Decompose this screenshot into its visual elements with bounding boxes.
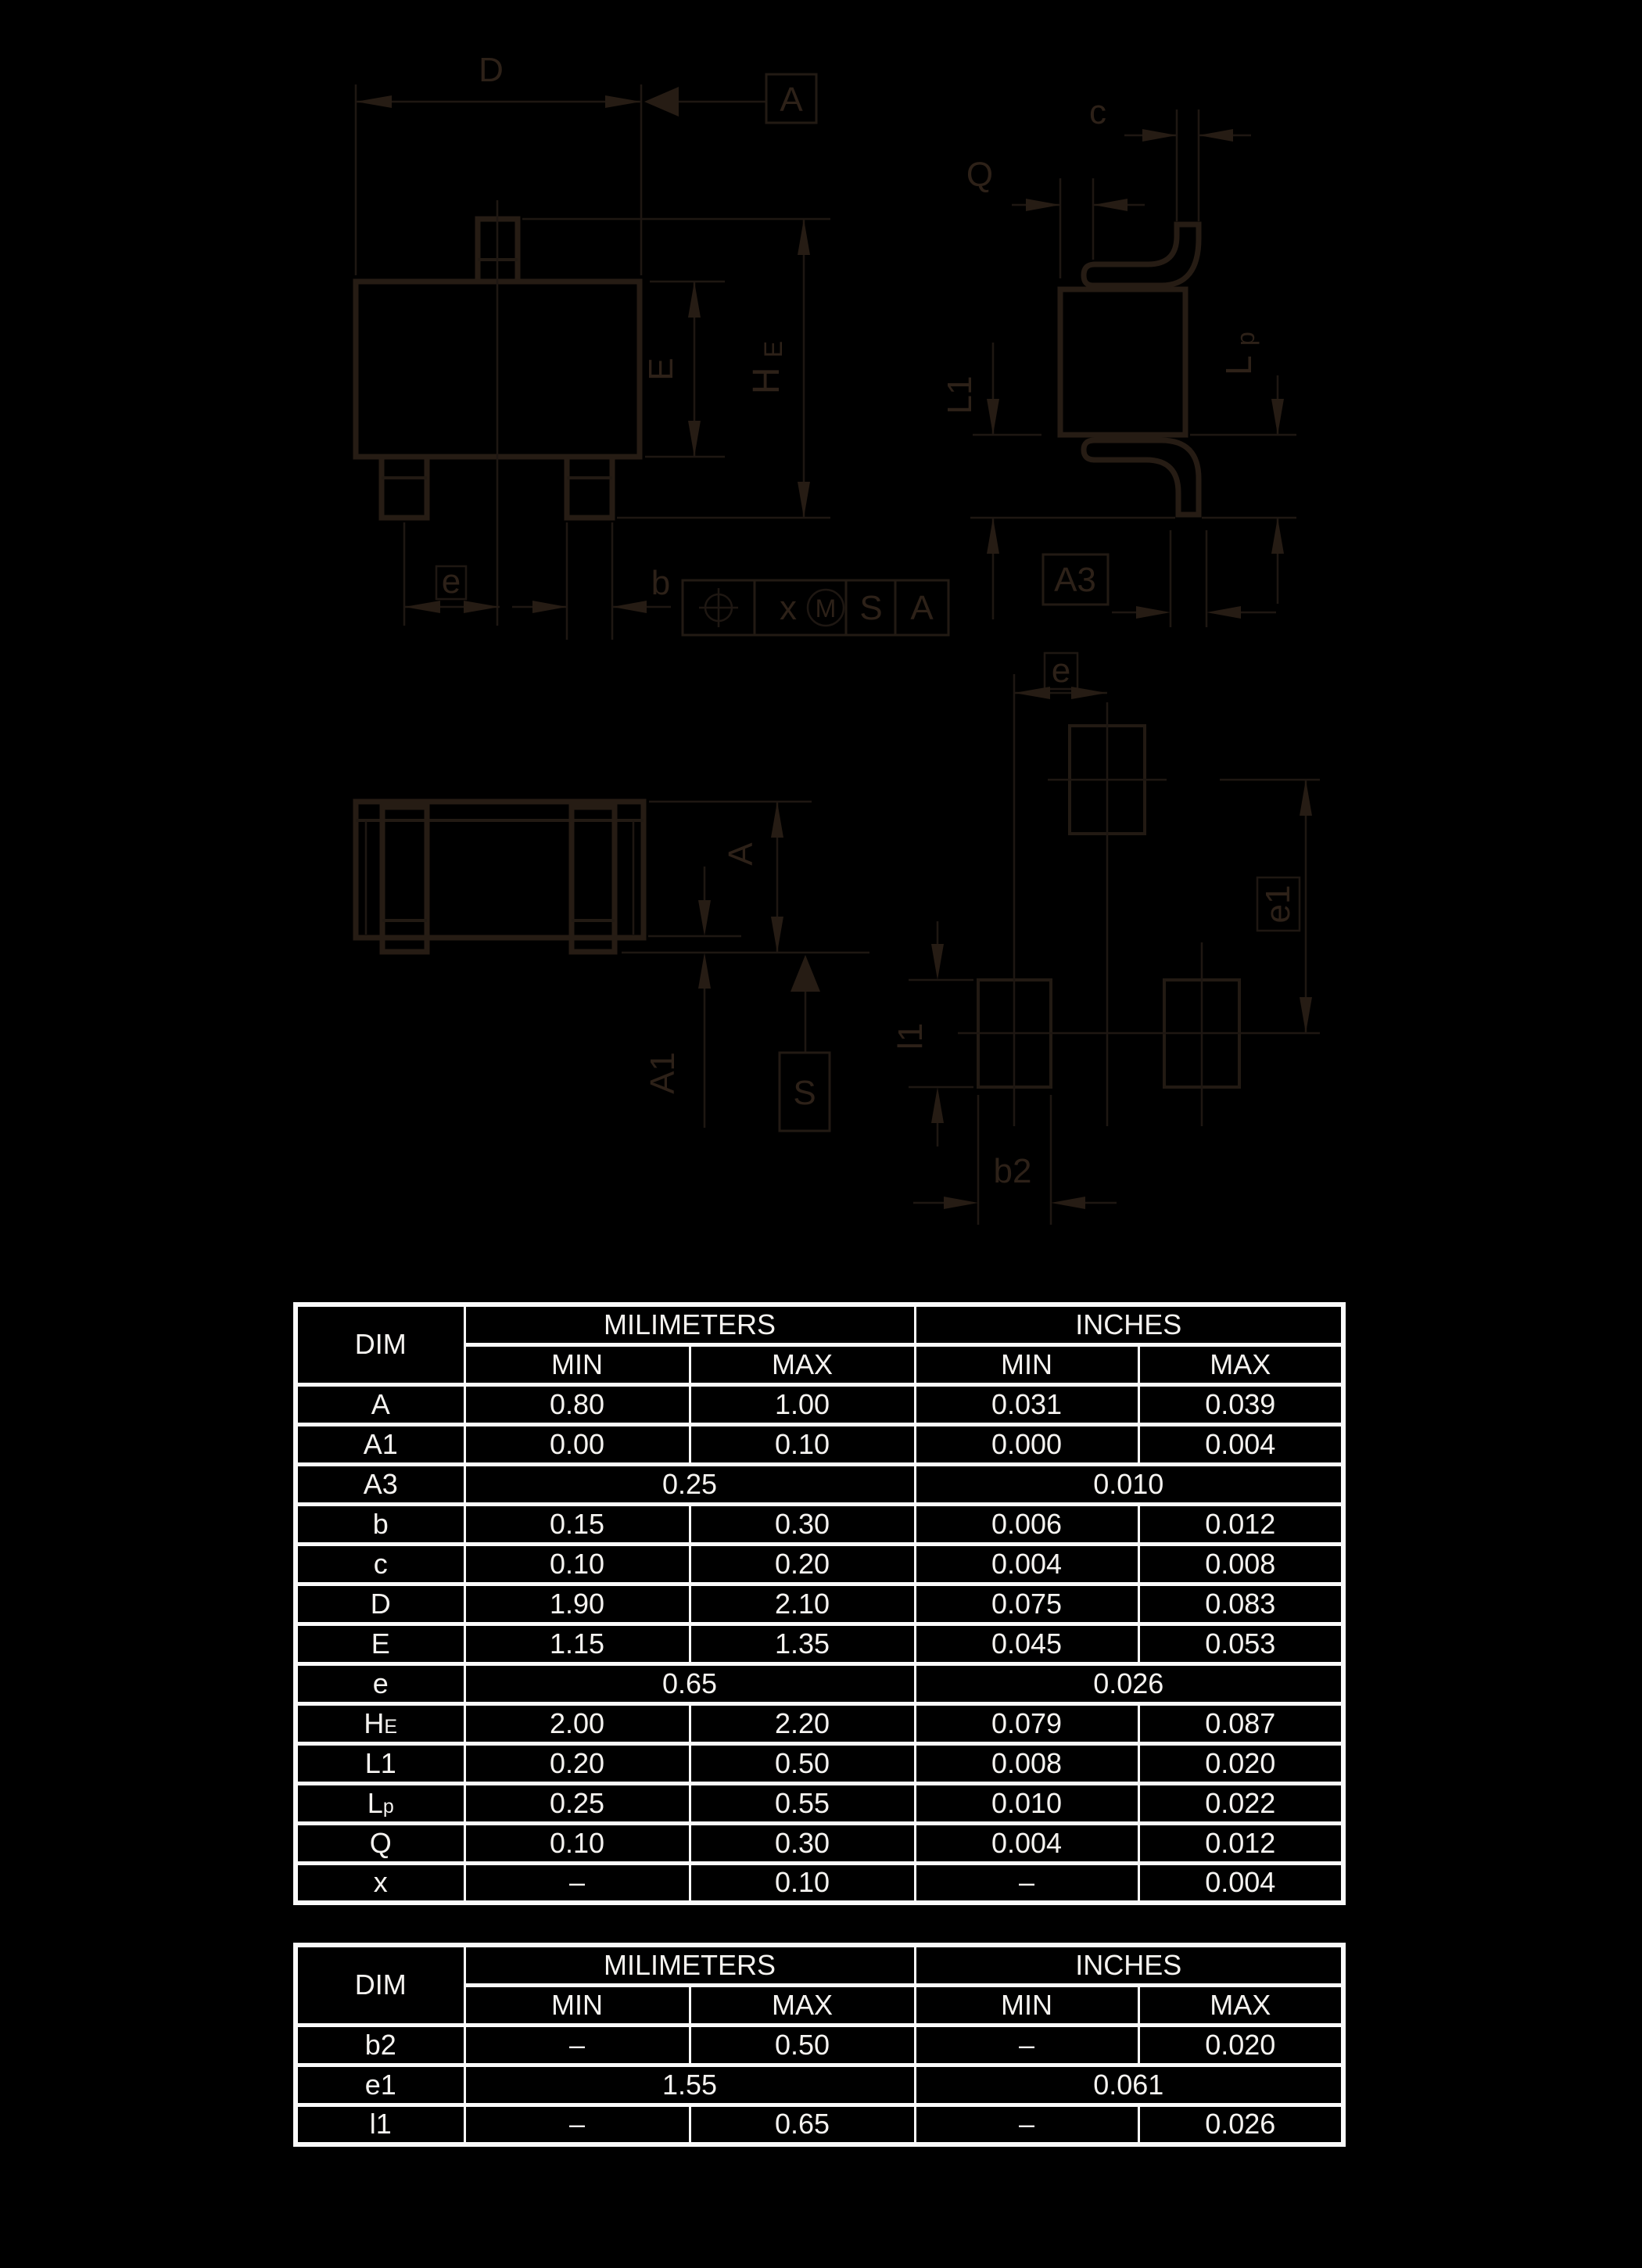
- l1-arrow-up: [987, 518, 999, 554]
- front-right-lead: [572, 807, 615, 952]
- value-cell: 0.031: [915, 1384, 1138, 1424]
- value-cell: 0.026: [1138, 2105, 1343, 2144]
- land-pattern-view: [891, 651, 1320, 1225]
- value-cell: 0.10: [464, 1544, 690, 1584]
- lp-arrow-down: [1271, 399, 1284, 435]
- b-arrow-left: [532, 601, 567, 613]
- datum-a-triangle: [644, 87, 679, 117]
- col-header-mm: MILIMETERS: [464, 1945, 915, 1985]
- table-row: [296, 1544, 1343, 1584]
- lp-label: [1218, 332, 1260, 375]
- a-arrow-bottom: [771, 917, 783, 953]
- a3-arrow-right: [1206, 606, 1241, 619]
- col-header-in-max: MAX: [1138, 1985, 1343, 2025]
- table-row: [296, 1624, 1343, 1663]
- feature-control-frame: [683, 580, 948, 635]
- value-cell: –: [464, 2025, 690, 2065]
- dim-cell: L1: [296, 1743, 464, 1783]
- table-row: [296, 1783, 1343, 1823]
- l1-arrow-down: [987, 399, 999, 435]
- table-row: [296, 2025, 1343, 2065]
- col-header-mm-min: MIN: [464, 1985, 690, 2025]
- b2-label: b2: [993, 1152, 1032, 1190]
- dim-cell: x: [296, 1863, 464, 1903]
- dim-cell: [296, 1703, 464, 1743]
- front-left-lead: [382, 807, 427, 952]
- dim-cell: e1: [296, 2065, 464, 2105]
- value-cell: 0.000: [915, 1424, 1138, 1464]
- value-cell: 0.045: [915, 1624, 1138, 1663]
- value-cell-span: 0.25: [464, 1464, 915, 1504]
- e1-label: e1: [1259, 885, 1297, 924]
- q-label: Q: [966, 156, 994, 194]
- table-row-span: [296, 1464, 1343, 1504]
- b-arrow-right: [612, 601, 647, 613]
- value-cell: 0.10: [464, 1823, 690, 1863]
- he-label-main: H: [746, 367, 787, 395]
- lp-label-main: L: [1218, 355, 1259, 375]
- value-cell: 0.20: [464, 1743, 690, 1783]
- table-row: [296, 1504, 1343, 1544]
- table-row: [296, 1384, 1343, 1424]
- s-datum-triangle: [791, 955, 820, 992]
- col-header-dim: DIM: [296, 1945, 464, 2025]
- l1-side-label: L1: [941, 375, 979, 414]
- value-cell: 0.55: [690, 1783, 915, 1823]
- left-lead-outline: [382, 457, 427, 518]
- q-arrow-left: [1026, 199, 1060, 211]
- dim-cell: c: [296, 1544, 464, 1584]
- col-header-mm-max: MAX: [690, 1344, 915, 1384]
- value-cell: 0.50: [690, 1743, 915, 1783]
- value-cell: 0.053: [1138, 1624, 1343, 1663]
- c-arrow-right: [1199, 129, 1233, 142]
- value-cell: 0.30: [690, 1504, 915, 1544]
- value-cell: 0.50: [690, 2025, 915, 2065]
- d-arrow-left: [356, 95, 392, 108]
- value-cell: 0.25: [464, 1783, 690, 1823]
- dim-main: L: [367, 1786, 383, 1819]
- value-cell: 0.008: [915, 1743, 1138, 1783]
- value-cell: 0.008: [1138, 1544, 1343, 1584]
- dim-main: H: [364, 1706, 385, 1739]
- value-cell: –: [464, 2105, 690, 2144]
- b-label: b: [651, 564, 671, 602]
- value-cell: –: [915, 2025, 1138, 2065]
- front-body-outline: [356, 802, 644, 938]
- col-header-in: INCHES: [915, 1945, 1343, 1985]
- col-header-in: INCHES: [915, 1304, 1343, 1344]
- dim-cell: b2: [296, 2025, 464, 2065]
- value-cell: 0.30: [690, 1823, 915, 1863]
- table-header-row: [296, 1304, 1343, 1344]
- land-e-label: e: [1051, 651, 1071, 690]
- col-header-mm: MILIMETERS: [464, 1304, 915, 1344]
- value-cell: 0.012: [1138, 1823, 1343, 1863]
- land-e-arrow-right: [1071, 687, 1107, 699]
- e1-arrow-top: [1300, 780, 1312, 816]
- dimension-table-land-pattern: [293, 1943, 1346, 2147]
- value-cell: 0.020: [1138, 2025, 1343, 2065]
- e-body-label: E: [642, 357, 680, 381]
- value-cell: 0.10: [690, 1424, 915, 1464]
- he-label: [746, 341, 787, 394]
- dim-sub: p: [382, 1795, 394, 1818]
- he-arrow-bottom: [798, 482, 810, 518]
- he-arrow-top: [798, 219, 810, 255]
- value-cell: 0.020: [1138, 1743, 1343, 1783]
- value-cell: 0.004: [1138, 1424, 1343, 1464]
- b2-arrow-left: [944, 1197, 978, 1209]
- a1-arrow-down: [698, 900, 711, 936]
- dim-cell: A1: [296, 1424, 464, 1464]
- dim-cell: A3: [296, 1464, 464, 1504]
- dim-cell: A: [296, 1384, 464, 1424]
- value-cell-span: 0.026: [915, 1663, 1343, 1703]
- table-row-span: [296, 1663, 1343, 1703]
- a3-arrow-left: [1136, 606, 1171, 619]
- value-cell: 2.20: [690, 1703, 915, 1743]
- col-header-mm-min: MIN: [464, 1344, 690, 1384]
- value-cell: 0.022: [1138, 1783, 1343, 1823]
- dimension-table-main: [293, 1302, 1346, 1905]
- e-pitch-label: e: [441, 562, 461, 601]
- dim-cell: b: [296, 1504, 464, 1544]
- b2-arrow-right: [1051, 1197, 1085, 1209]
- e-body-arrow-bottom: [688, 421, 701, 457]
- value-cell: 0.004: [915, 1823, 1138, 1863]
- value-cell: 0.010: [915, 1783, 1138, 1823]
- a-label: A: [722, 842, 760, 866]
- value-cell: 0.039: [1138, 1384, 1343, 1424]
- side-top-lead: [1084, 224, 1199, 285]
- dim-cell: E: [296, 1624, 464, 1663]
- d-dimension-label: D: [479, 51, 504, 89]
- land-e-arrow-left: [1014, 687, 1050, 699]
- value-cell: 0.004: [915, 1544, 1138, 1584]
- value-cell: 0.10: [690, 1863, 915, 1903]
- value-cell: –: [915, 2105, 1138, 2144]
- e-pitch-arrow-right: [464, 601, 500, 613]
- value-cell: 0.65: [690, 2105, 915, 2144]
- value-cell-span: 0.061: [915, 2065, 1343, 2105]
- lp-label-sub: p: [1232, 332, 1260, 346]
- col-header-dim: DIM: [296, 1304, 464, 1384]
- table-header-row: [296, 1945, 1343, 1985]
- value-cell: 0.20: [690, 1544, 915, 1584]
- value-cell: 2.00: [464, 1703, 690, 1743]
- table-row: [296, 1743, 1343, 1783]
- table-row: [296, 1424, 1343, 1464]
- a3-label: A3: [1054, 561, 1096, 599]
- position-symbol-icon: [699, 588, 738, 627]
- e1-arrow-bottom: [1300, 997, 1312, 1033]
- col-header-in-max: MAX: [1138, 1344, 1343, 1384]
- dim-sub: E: [384, 1715, 398, 1738]
- side-view: [941, 93, 1296, 627]
- dim-cell: e: [296, 1663, 464, 1703]
- right-lead-outline: [567, 457, 612, 518]
- value-cell: 0.087: [1138, 1703, 1343, 1743]
- a1-arrow-up: [698, 953, 711, 989]
- fcf-tolerance-label: x: [780, 589, 797, 627]
- table-row: [296, 1823, 1343, 1863]
- table-row-span: [296, 2065, 1343, 2105]
- value-cell: 0.012: [1138, 1504, 1343, 1544]
- a1-label: A1: [644, 1052, 682, 1094]
- value-cell: 0.006: [915, 1504, 1138, 1544]
- dim-cell: Q: [296, 1823, 464, 1863]
- table-row: [296, 1863, 1343, 1903]
- dim-cell: [296, 1783, 464, 1823]
- value-cell: 1.35: [690, 1624, 915, 1663]
- q-arrow-right: [1093, 199, 1128, 211]
- fcf-datum1-label: S: [859, 589, 883, 627]
- dim-cell: D: [296, 1584, 464, 1624]
- e-body-arrow-top: [688, 282, 701, 318]
- dim-cell: l1: [296, 2105, 464, 2144]
- value-cell: 0.079: [915, 1703, 1138, 1743]
- value-cell: –: [464, 1863, 690, 1903]
- lp-arrow-up: [1271, 518, 1284, 554]
- value-cell: 2.10: [690, 1584, 915, 1624]
- value-cell: 0.80: [464, 1384, 690, 1424]
- side-body-outline: [1060, 289, 1185, 435]
- table-row: [296, 2105, 1343, 2144]
- value-cell: 1.15: [464, 1624, 690, 1663]
- value-cell-span: 0.65: [464, 1663, 915, 1703]
- fcf-datum2-label: A: [910, 589, 934, 627]
- value-cell: 1.00: [690, 1384, 915, 1424]
- table-row: [296, 1703, 1343, 1743]
- e-pitch-arrow-left: [404, 601, 440, 613]
- value-cell: 0.15: [464, 1504, 690, 1544]
- l1-land-arrow-up: [931, 1087, 944, 1123]
- fcf-modifier-label: M: [815, 594, 837, 623]
- value-cell-span: 1.55: [464, 2065, 915, 2105]
- value-cell: –: [915, 1863, 1138, 1903]
- top-view: [356, 51, 948, 640]
- value-cell: 1.90: [464, 1584, 690, 1624]
- value-cell: 0.00: [464, 1424, 690, 1464]
- he-label-sub: E: [759, 340, 787, 358]
- value-cell: 0.083: [1138, 1584, 1343, 1624]
- l1-land-label: l1: [891, 1022, 930, 1050]
- side-bottom-lead: [1084, 440, 1199, 515]
- col-header-in-min: MIN: [915, 1344, 1138, 1384]
- d-arrow-right: [605, 95, 641, 108]
- col-header-mm-max: MAX: [690, 1985, 915, 2025]
- s-datum-label: S: [793, 1074, 816, 1112]
- c-arrow-left: [1142, 129, 1177, 142]
- mmc-modifier-icon: [808, 590, 844, 626]
- col-header-in-min: MIN: [915, 1985, 1138, 2025]
- value-cell-span: 0.010: [915, 1464, 1343, 1504]
- value-cell: 0.075: [915, 1584, 1138, 1624]
- a-arrow-top: [771, 802, 783, 838]
- c-label: c: [1089, 93, 1106, 131]
- l1-land-arrow-down: [931, 944, 944, 980]
- front-view: [356, 802, 869, 1131]
- datum-a-label: A: [780, 81, 803, 119]
- table-row: [296, 1584, 1343, 1624]
- value-cell: 0.004: [1138, 1863, 1343, 1903]
